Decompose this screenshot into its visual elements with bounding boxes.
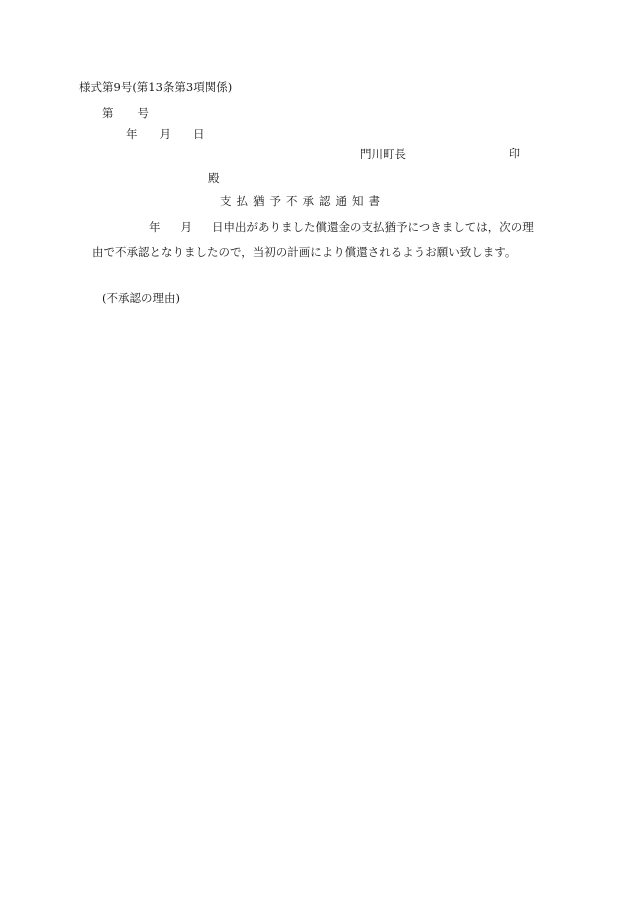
body-line-2: 由で不承認となりましたので，当初の計画により償還されるようお願い致します。 (92, 245, 517, 259)
seal-mark: 印 (509, 147, 520, 160)
document-number (102, 106, 149, 120)
form-label: 様式第9号(第13条第3項関係) (79, 80, 233, 94)
body-line-1 (149, 220, 534, 234)
date-year: 年 (126, 127, 138, 141)
addressee-suffix: 殿 (208, 171, 220, 185)
date-day: 日 (193, 127, 205, 141)
number-suffix: 号 (137, 106, 149, 120)
issuer-name: 門川町長 (360, 147, 406, 161)
document-title: 支払猶予不承認通知書 (220, 194, 385, 208)
document-date (126, 127, 205, 141)
number-prefix: 第 (102, 106, 114, 120)
body-year: 年 (149, 220, 161, 234)
body-month: 月 (180, 220, 192, 234)
date-month: 月 (159, 127, 171, 141)
reason-heading: (不承認の理由) (102, 291, 180, 305)
body-line-1-text: 日申出がありました償還金の支払猶予につきましては，次の理 (212, 220, 534, 234)
